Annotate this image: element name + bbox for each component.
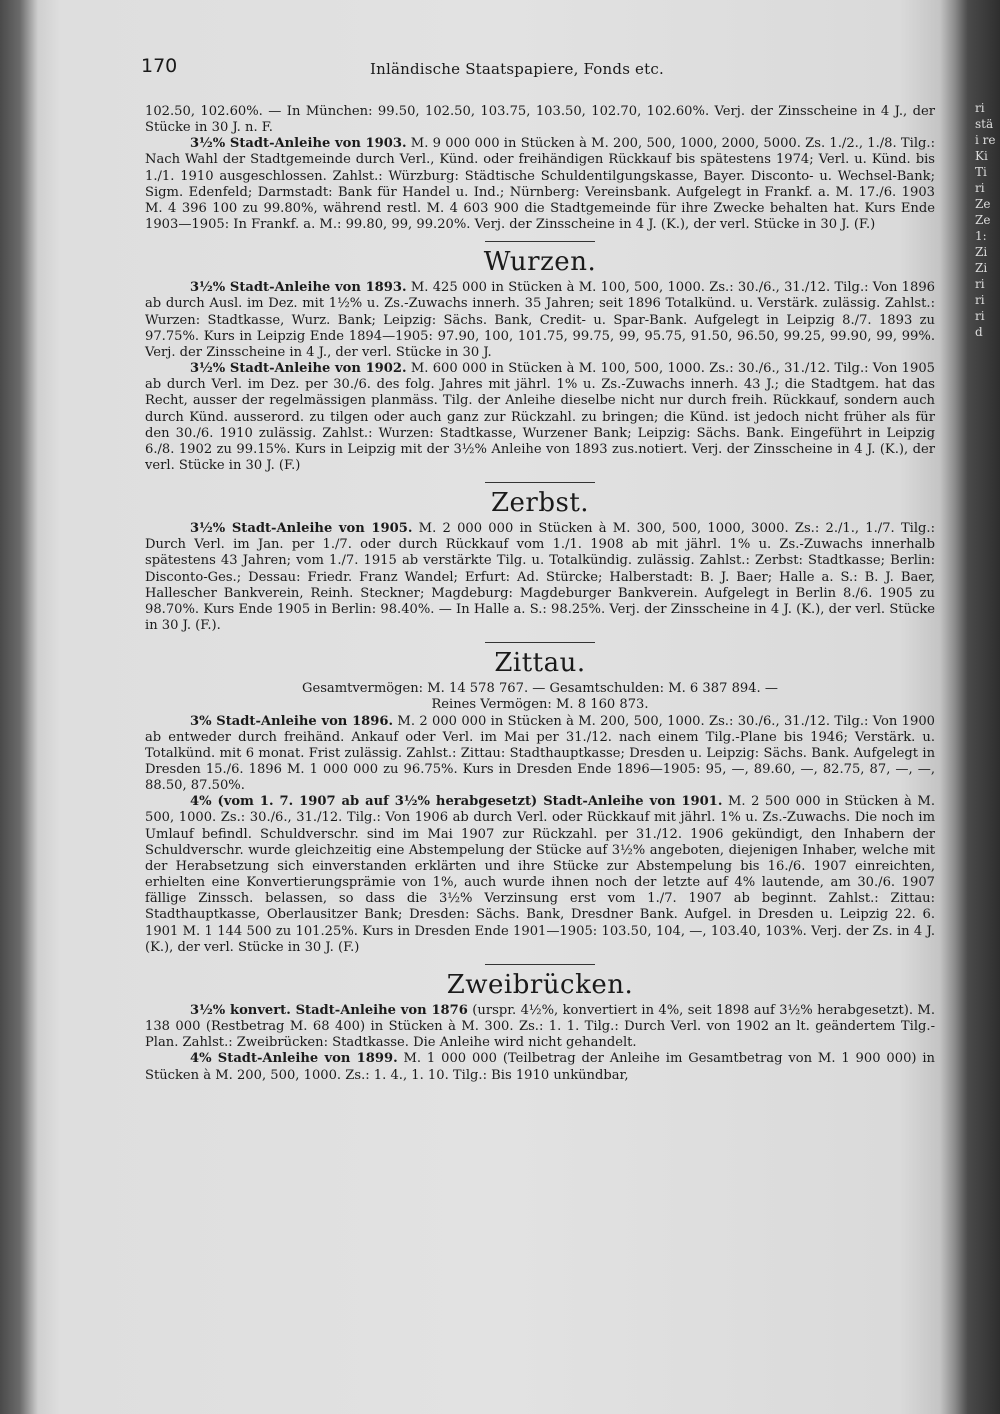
adjacent-page-fragment: stä [975,117,994,131]
text-column [141,55,936,1084]
loan-details: M. 2 500 000 in Stücken à M. 500, 1000. Zs.: 30./6., 31./12. Tilg.: Von 1906 ab durch Verl. oder Rückkauf mit jährl. 1% u. Zs.-Zuwachs. Die noch im Umlauf befindl. Schuldverschr. sind im Mai 1907 zur Rückzahl. per 31./12. 1906 gekündigt, den Inhabern der Schuldverschr. wurde gleichzeitig eine Abstempelung der Stücke auf 3½% angeboten, diejenigen Inhaber, welche mit der Herabsetzung sich einverstanden erklärten und ihre Stücke zur Abstempelung bis 16./6. 1907 einreichten, erhielten eine Konvertierungsprämie von 1%, auch wurde ihnen noch der letzte auf 4% lautende, am 30./6. 1907 fällige Zinssch. belassen, so dass die 3½% Verzinsung erst vom 1./7. 1907 ab beginnt. Zahlst.: Zittau: Stadthauptkasse, Oberlausitzer Bank; Dresden: Sächs. Bank, Dresdner Bank. Aufgel. in Dresden u. Leipzig 22. 6. 1901 M. 1 144 500 zu 101.25%. Kurs in Dresden Ende 1901—1905: 103.50, 104, —, 103.40, 103%. Verj. der Zs. in 4 J. (K.), der verl. Stücke in 30 J. (F.) [145,794,935,955]
loan-title: 3½% Stadt-Anleihe von 1902. [190,361,407,377]
loan-entry [145,136,935,233]
financial-summary-line: Gesamtvermögen: M. 14 578 767. — Gesamtschulden: M. 6 387 894. — [302,681,778,697]
loan-title: 3% Stadt-Anleihe von 1896. [190,713,394,729]
loan-entry [145,1003,935,1051]
page-number: 170 [141,55,178,77]
adjacent-page-fragment: Ti [975,165,987,179]
loan-title: 3½% Stadt-Anleihe von 1903. [190,136,407,152]
running-title: Inländische Staatspapiere, Fonds etc. [370,60,664,78]
city-heading: Wurzen. [483,247,597,278]
adjacent-page-fragment: ri [975,309,985,323]
loan-details: M. 9 000 000 in Stücken à M. 200, 500, 1000, 2000, 5000. Zs. 1./2., 1./8. Tilg.: Nach Wahl der Stadtgemeinde durch Verl., Künd. oder freihändigen Rückkauf bis spätestens 1974; Verl. u. Künd. bis 1./1. 1910 ausgeschlossen. Zahlst.: Würzburg: Städtische Schuldentilgungskasse, Bayer. Disconto- u. Wechsel-Bank; Sigm. Edenfeld; Darmstadt: Bank für Handel u. Ind.; Nürnberg: Vereinsbank. Aufgelegt in Frankf. a. M. 17./6. 1903 M. 4 396 100 zu 99.80%, während restl. M. 4 603 900 die Stadtgemeinde für ihre Zwecke behalten hat. Kurs Ende 1903—1905: In Frankf. a. M.: 99.80, 99, 99.20%. Verj. der Zinsscheine in 4 J. (K.), der verl. Stücke in 30 J. (F.) [145,136,935,233]
adjacent-page-fragment: ri [975,181,985,195]
loan-entry [145,1051,935,1083]
financial-summary-line: Reines Vermögen: M. 8 160 873. [431,697,649,713]
section-zerbst [145,488,935,634]
section-zittau [145,648,935,956]
section-continuation [145,104,935,233]
section-divider [485,642,595,643]
city-heading: Zweibrücken. [446,969,634,1000]
loan-details: M. 425 000 in Stücken à M. 100, 500, 1000. Zs.: 30./6., 31./12. Tilg.: Von 1896 ab durch Ausl. im Dez. mit 1½% u. Zs.-Zuwachs innerh. 35 Jahren; seit 1896 Totalkünd. u. Verstärk. zulässig. Zahlst.: Wurzen: Stadtkasse, Wurz. Bank; Leipzig: Sächs. Bank, Credit- u. Spar-Bank. Aufgelegt in Leipzig 8./7. 1893 zu 97.75%. Kurs in Leipzig Ende 1894—1905: 97.90, 100, 101.75, 99.75, 99, 95.75, 91.50, 96.50, 99.25, 99.90, 99, 99%. Verj. der Zinsscheine in 4 J., der verl. Stücke in 30 J. [145,280,935,360]
loan-details: M. 1 000 000 (Teilbetrag der Anleihe im Gesamtbetrag von M. 1 900 000) in Stücken à M. 200, 500, 1000. Zs.: 1. 4., 1. 10. Tilg.: Bis 1910 unkündbar, [145,1051,935,1083]
loan-entry [145,714,935,795]
book-page [38,0,958,1414]
adjacent-page-fragment: Zi [975,245,988,259]
loan-entry [145,794,935,956]
adjacent-page-fragment: 1: [975,229,987,243]
section-zweibruecken [145,970,935,1084]
adjacent-page-fragment: Ki [975,149,988,163]
loan-details: M. 2 000 000 in Stücken à M. 200, 500, 1000. Zs.: 30./6., 31./12. Tilg.: Von 1900 ab entweder durch freihänd. Ankauf oder Verl. im Mai per 31./12. nach einem Tilg.-Plane bis 1946; Verstärk. u. Totalkünd. mit 6 monat. Frist zulässig. Zahlst.: Zittau: Stadthauptkasse; Dresden u. Leipzig: Sächs. Bank. Aufgelegt in Dresden 15./6. 1896 M. 1 000 000 zu 96.75%. Kurs in Dresden Ende 1896—1905: 95, —, 89.60, —, 82.75, 87, —, —, 88.50, 87.50%. [145,713,935,794]
loan-entry [145,280,935,361]
adjacent-page-fragment: Zi [975,261,988,275]
running-head [141,55,935,86]
section-divider [485,964,595,965]
loan-entry [145,361,935,474]
loan-title: 4% (vom 1. 7. 1907 ab auf 3½% herabgesetzt) Stadt-Anleihe von 1901. [190,794,723,810]
adjacent-page-fragment: ri [975,293,985,307]
adjacent-page-fragment: ri [975,277,985,291]
section-divider [485,241,595,242]
adjacent-page-fragment: Ze [975,197,991,211]
loan-title: 3½% Stadt-Anleihe von 1893. [190,280,407,296]
loan-title: 3½% konvert. Stadt-Anleihe von 1876 [190,1002,468,1018]
adjacent-page-fragment: i re [975,133,996,147]
loan-details: M. 600 000 in Stücken à M. 100, 500, 1000. Zs.: 30./6., 31./12. Tilg.: Von 1905 ab durch Verl. im Dez. per 30./6. des folg. Jahres mit jährl. 1% u. Zs.-Zuwachs innerh. 43 J.; die Stadtgem. hat das Recht, ausser der regelmässigen planmäss. Tilg. der Anleihe dieselbe nicht nur durch freih. Rückkauf, sondern auch durch Künd. ausserord. zu tilgen oder auch ganz zur Rückzahl. zu bringen; die Künd. ist jedoch nicht früher als für den 30./6. 1910 zulässig. Zahlst.: Wurzen: Stadtkasse, Wurzener Bank; Leipzig: Sächs. Bank. Eingeführt in Leipzig 6./8. 1902 zu 99.15%. Kurs in Leipzig mit der 3½% Anleihe von 1893 zus.notiert. Verj. der Zinsscheine in 4 J. (K.), der verl. Stücke in 30 J. (F.) [145,361,935,473]
city-heading: Zerbst. [490,488,590,519]
adjacent-page-fragment: d [975,325,983,339]
adjacent-page-strip [975,100,1000,340]
loan-details: M. 2 000 000 in Stücken à M. 300, 500, 1000, 3000. Zs.: 2./1., 1./7. Tilg.: Durch Verl. im Jan. per 1./7. oder durch Rückkauf vom 1./1. 1908 ab mit jährl. 1% u. Zs.-Zuwachs innerhalb spätestens 43 Jahren; vom 1./7. 1915 ab verstärkte Tilg. u. Totalkündig. zulässig. Zahlst.: Zerbst: Stadtkasse; Berlin: Disconto-Ges.; Dessau: Friedr. Franz Wandel; Erfurt: Ad. Stürcke; Halberstadt: B. J. Baer; Halle a. S.: B. J. Baer, Hallescher Bankverein, Reinh. Steckner; Magdeburg: Magdeburger Bankverein. Aufgelegt in Berlin 8./6. 1905 zu 98.70%. Kurs Ende 1905 in Berlin: 98.40%. — In Halle a. S.: 98.25%. Verj. der Zinsscheine in 4 J. (K.), der verl. Stücke in 30 J. (F.). [145,521,936,634]
section-wurzen [145,247,935,474]
loan-title: 3½% Stadt-Anleihe von 1905. [190,521,413,537]
loan-details: (urspr. 4½%, konvertiert in 4%, seit 1898 auf 3½% herabgesetzt). M. 138 000 (Restbetrag M. 68 400) in Stücken à M. 300. Zs.: 1. 1. Tilg.: Durch Verl. von 1902 an lt. geändertem Tilg.-Plan. Zahlst.: Zweibrücken: Stadtkasse. Die Anleihe wird nicht gehandelt. [145,1002,935,1051]
section-divider [485,482,595,483]
loan-entry [145,521,935,634]
city-heading: Zittau. [494,648,586,679]
adjacent-page-fragment: Ze [975,213,991,227]
paragraph: 102.50, 102.60%. — In München: 99.50, 102.50, 103.75, 103.50, 102.70, 102.60%. Verj. der Zinsscheine in 4 J., der Stücke in 30 J. n. F. [145,104,935,136]
loan-title: 4% Stadt-Anleihe von 1899. [190,1051,398,1067]
adjacent-page-fragment: ri [975,101,985,115]
